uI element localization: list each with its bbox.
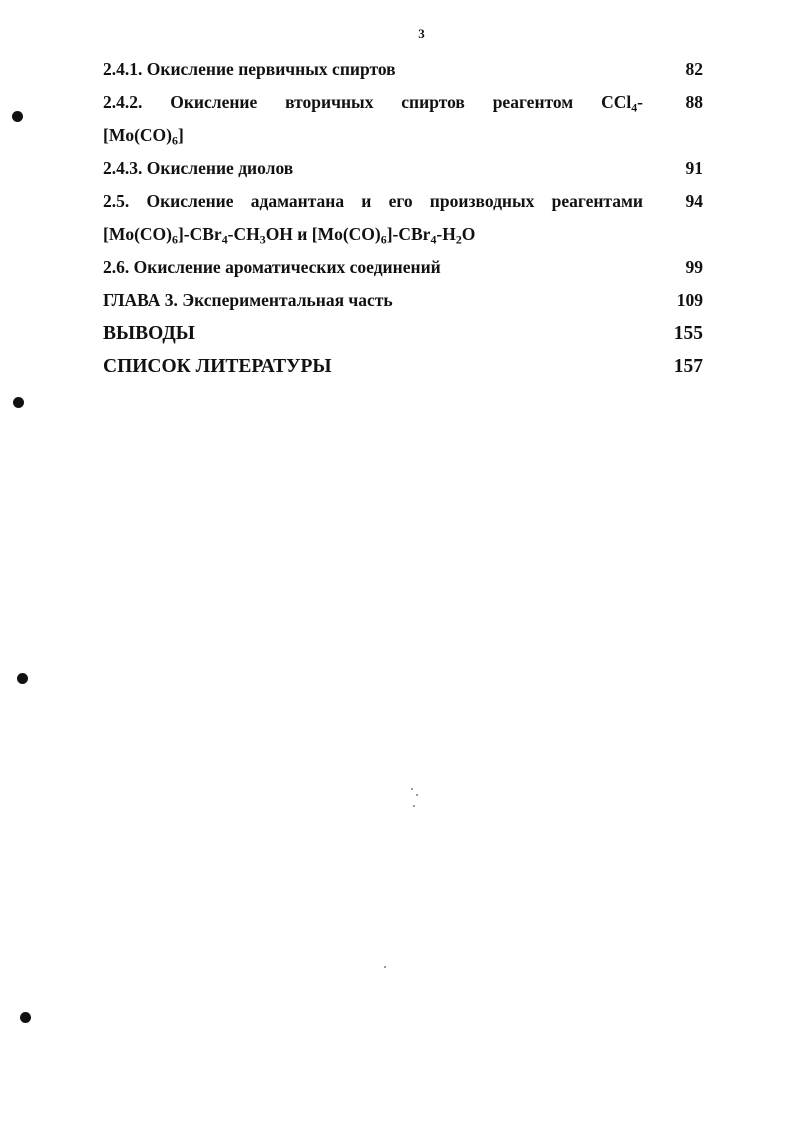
toc-entry-title: 2.6. Окисление ароматических соединений	[103, 257, 441, 277]
toc-entry-page: 88	[685, 92, 703, 112]
toc-entry-page: 82	[685, 59, 703, 79]
toc-entry	[103, 251, 703, 284]
toc-entry	[103, 86, 703, 152]
toc-entry-title: 2.4.2. Окисление вторичных спиртов реагентом CCl$_4$-	[103, 92, 643, 115]
toc-entry-title: ГЛАВА 3. Экспериментальная часть	[103, 290, 393, 310]
toc-entry-page: 109	[676, 290, 703, 310]
punch-hole-4	[20, 1012, 31, 1023]
punch-hole-1	[12, 111, 23, 122]
punch-hole-3	[17, 673, 28, 684]
toc-entry-page: 157	[673, 356, 703, 377]
page-number: 3	[418, 26, 425, 41]
toc-entry-page: 94	[685, 191, 703, 211]
scan-speck	[411, 788, 413, 790]
toc-entry-title-continued: $[Mo(CO)_6]-CBr_4-CH_3OH$ и $[Mo(CO)_6]-CBr_4-H_2O$	[103, 224, 476, 247]
punch-hole-2	[13, 397, 24, 408]
toc-entry-title-continued: $[Mo(CO)_6]$	[103, 125, 184, 148]
toc-entry	[103, 284, 703, 317]
toc-entry-title: СПИСОК ЛИТЕРАТУРЫ	[103, 356, 332, 377]
scan-speck	[413, 805, 415, 807]
toc-entry	[103, 53, 703, 86]
toc-entry-title: ВЫВОДЫ	[103, 323, 195, 344]
toc-entry-page: 99	[685, 257, 703, 277]
toc-entry	[103, 317, 703, 350]
toc-entry	[103, 152, 703, 185]
toc-entry-title: 2.5. Окисление адамантана и его производных реагентами	[103, 191, 643, 211]
toc-entry	[103, 350, 703, 383]
toc-entry-page: 91	[685, 158, 703, 178]
toc-entry-title: 2.4.3. Окисление диолов	[103, 158, 294, 178]
scan-speck	[384, 966, 386, 968]
table-of-contents	[103, 53, 703, 383]
toc-entry	[103, 185, 703, 251]
toc-entry-title: 2.4.1. Окисление первичных спиртов	[103, 59, 396, 79]
toc-entry-page: 155	[673, 323, 703, 344]
scan-speck	[416, 794, 418, 796]
